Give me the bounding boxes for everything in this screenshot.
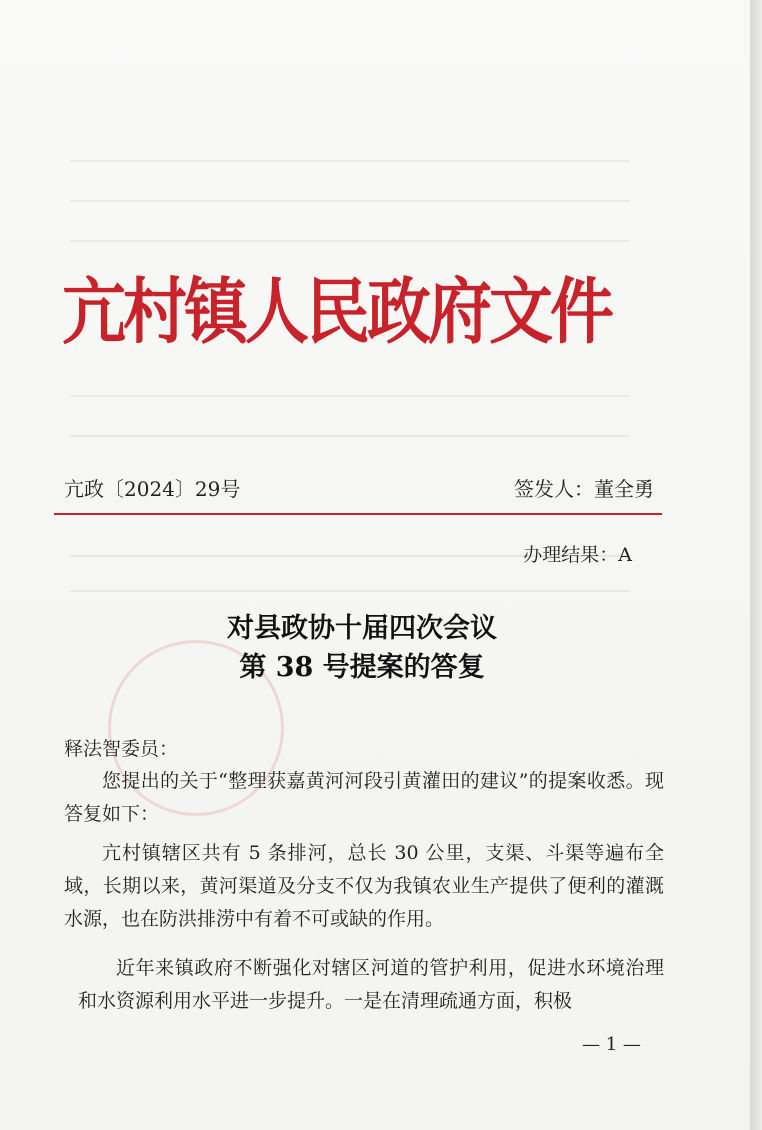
body-paragraph-1: 您提出的关于“整理获嘉黄河河段引黄灌田的建议”的提案收悉。现答复如下： (64, 770, 664, 825)
salutation: 释法智委员： (64, 738, 179, 760)
bleed-through-line (70, 395, 630, 397)
underlying-page-edge (750, 0, 762, 1130)
document-header-title: 亢村镇人民政府文件 (62, 270, 611, 355)
bleed-through-line (70, 240, 630, 242)
body-paragraph-3: 近年来镇政府不断强化对辖区河道的管护利用，促进水环境治理和水资源利用水平进一步提升。一是在清理疏通方面，积极 (78, 957, 664, 1012)
red-divider-line (54, 513, 662, 515)
bleed-through-line (70, 200, 630, 202)
bleed-through-line (70, 590, 630, 592)
body-paragraph-2: 亢村镇辖区共有 5 条排河，总长 30 公里，支渠、斗渠等遍布全域，长期以来，黄河渠道及分支不仅为我镇农业生产提供了便利的灌溉水源，也在防洪排涝中有着不可或缺的作用。 (64, 842, 664, 930)
page-number: — 1 — (582, 1034, 641, 1055)
document-number: 亢政〔2024〕29号 (64, 477, 241, 501)
bleed-through-line (70, 160, 630, 162)
document-heading-line-2: 第 38 号提案的答复 (239, 652, 485, 683)
bleed-through-line (70, 435, 630, 437)
document-heading-line-1: 对县政协十届四次会议 (227, 613, 497, 644)
signer: 签发人：董全勇 (514, 477, 654, 501)
handling-result: 办理结果：A (523, 544, 632, 566)
